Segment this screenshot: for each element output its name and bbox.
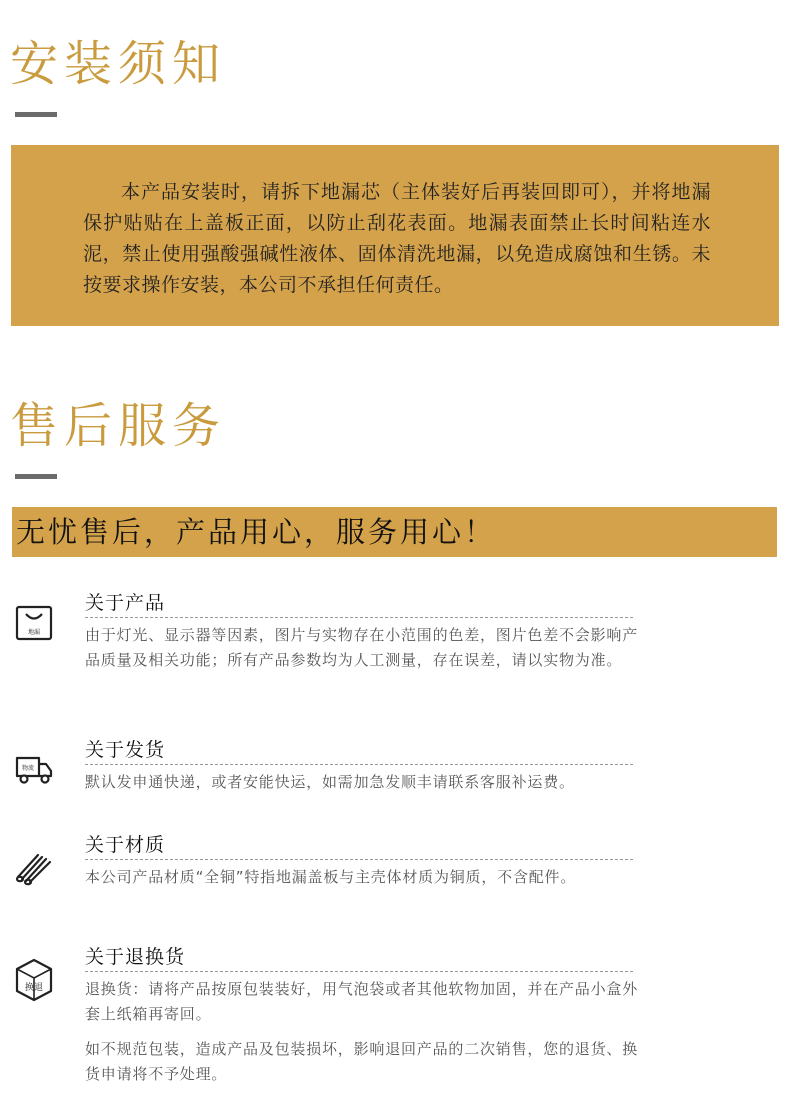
material-text: 本公司产品材质“全铜”特指地漏盖板与主壳体材质为铜质，不含配件。	[85, 868, 577, 886]
bag-icon-label: 地漏	[27, 629, 41, 636]
product-text: 由于灯光、显示器等因素，图片与实物存在小范围的色差，图片色差不会影响产品质量及相关功能；所有产品参数均为人工测量，存在误差，请以实物为准。	[85, 626, 639, 669]
return-icon-label: 换退	[24, 983, 44, 993]
shopping-bag-icon	[14, 603, 54, 643]
pipes-icon	[14, 847, 54, 887]
service-item-material	[0, 833, 790, 893]
service-item-returns	[0, 945, 790, 1095]
service-item-shipping	[0, 738, 790, 798]
product-heading: 关于产品	[85, 591, 633, 618]
delivery-truck-icon	[14, 748, 54, 788]
install-notice-text: 本产品安装时，请拆下地漏芯（主体装好后再装回即可），并将地漏保护贴贴在上盖板正面，以防止刮花表面。地漏表面禁止长时间粘连水泥，禁止使用强酸强碱性液体、固体清洗地漏，以免造成腐蚀和生锈。未按要求操作安装，本公司不承担任何责任。	[83, 181, 711, 296]
material-heading: 关于材质	[85, 833, 633, 860]
service-slogan-bar	[12, 507, 777, 557]
shipping-text: 默认发申通快递，或者安能快运，如需加急发顺丰请联系客服补运费。	[85, 773, 575, 791]
shipping-heading: 关于发货	[85, 738, 633, 765]
install-notice-box	[11, 145, 779, 326]
install-section-title: 安装须知	[10, 36, 227, 92]
install-title-bar	[15, 112, 57, 117]
returns-heading: 关于退换货	[85, 945, 633, 972]
returns-text-2: 如不规范包装，造成产品及包装损坏，影响退回产品的二次销售，您的退货、换货申请将不予处理。	[85, 1040, 639, 1083]
service-title-bar	[15, 474, 57, 479]
service-section-title: 售后服务	[10, 398, 227, 454]
return-box-icon	[14, 957, 54, 1003]
service-item-product	[0, 591, 790, 701]
truck-icon-label: 物流	[21, 765, 35, 772]
returns-text: 退换货：请将产品按原包装装好，用气泡袋或者其他软物加固，并在产品小盒外套上纸箱再寄回。	[85, 980, 639, 1023]
service-slogan: 无忧售后，产品用心，服务用心！	[16, 515, 497, 549]
